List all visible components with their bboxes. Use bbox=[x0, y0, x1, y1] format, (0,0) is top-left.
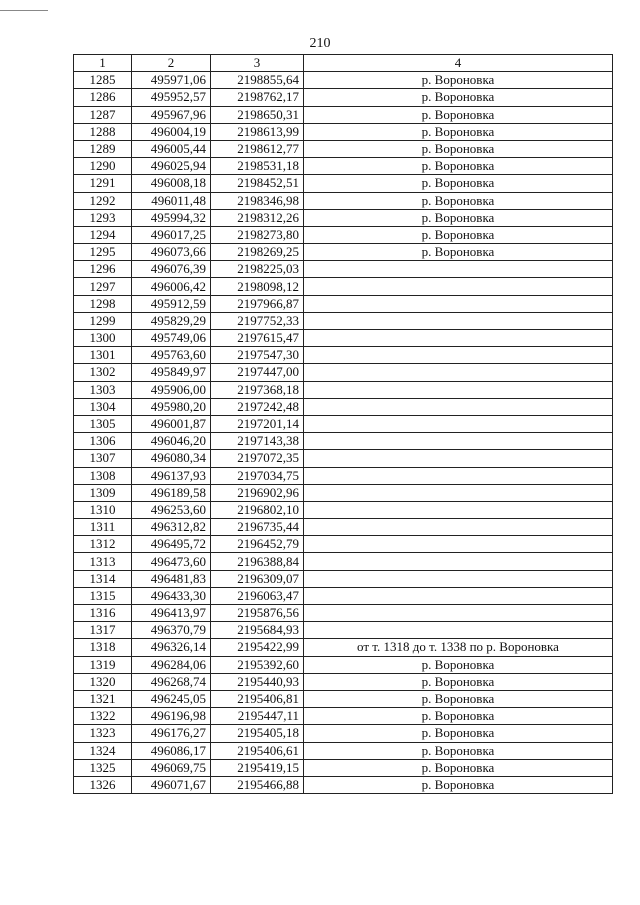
y-coordinate: 2196388,84 bbox=[211, 553, 304, 570]
x-coordinate: 496473,60 bbox=[132, 553, 211, 570]
y-coordinate: 2197547,30 bbox=[211, 347, 304, 364]
table-row bbox=[74, 656, 613, 673]
table-row bbox=[74, 484, 613, 501]
table-row bbox=[74, 415, 613, 432]
table-row bbox=[74, 123, 613, 140]
point-note bbox=[304, 587, 613, 604]
x-coordinate: 496005,44 bbox=[132, 140, 211, 157]
y-coordinate: 2198612,77 bbox=[211, 140, 304, 157]
point-note bbox=[304, 347, 613, 364]
table-row bbox=[74, 501, 613, 518]
y-coordinate: 2196309,07 bbox=[211, 570, 304, 587]
table-row bbox=[74, 433, 613, 450]
point-number: 1294 bbox=[74, 226, 132, 243]
point-number: 1293 bbox=[74, 209, 132, 226]
point-number: 1308 bbox=[74, 467, 132, 484]
x-coordinate: 496245,05 bbox=[132, 690, 211, 707]
point-number: 1287 bbox=[74, 106, 132, 123]
x-coordinate: 496008,18 bbox=[132, 175, 211, 192]
point-number: 1309 bbox=[74, 484, 132, 501]
y-coordinate: 2198225,03 bbox=[211, 261, 304, 278]
table-row bbox=[74, 106, 613, 123]
point-number: 1314 bbox=[74, 570, 132, 587]
point-note bbox=[304, 484, 613, 501]
x-coordinate: 496284,06 bbox=[132, 656, 211, 673]
point-number: 1290 bbox=[74, 158, 132, 175]
point-note: р. Вороновка bbox=[304, 72, 613, 89]
point-number: 1296 bbox=[74, 261, 132, 278]
point-number: 1285 bbox=[74, 72, 132, 89]
point-note bbox=[304, 330, 613, 347]
y-coordinate: 2196063,47 bbox=[211, 587, 304, 604]
table-row bbox=[74, 192, 613, 209]
point-note bbox=[304, 450, 613, 467]
x-coordinate: 496370,79 bbox=[132, 622, 211, 639]
point-note: р. Вороновка bbox=[304, 123, 613, 140]
point-note bbox=[304, 605, 613, 622]
y-coordinate: 2197752,33 bbox=[211, 312, 304, 329]
point-number: 1297 bbox=[74, 278, 132, 295]
y-coordinate: 2198531,18 bbox=[211, 158, 304, 175]
x-coordinate: 496326,14 bbox=[132, 639, 211, 656]
point-note: р. Вороновка bbox=[304, 759, 613, 776]
x-coordinate: 495749,06 bbox=[132, 330, 211, 347]
point-number: 1323 bbox=[74, 725, 132, 742]
x-coordinate: 495906,00 bbox=[132, 381, 211, 398]
point-note bbox=[304, 501, 613, 518]
coordinates-table bbox=[73, 54, 613, 794]
y-coordinate: 2195876,56 bbox=[211, 605, 304, 622]
x-coordinate: 496046,20 bbox=[132, 433, 211, 450]
x-coordinate: 496413,97 bbox=[132, 605, 211, 622]
point-number: 1320 bbox=[74, 673, 132, 690]
point-note: р. Вороновка bbox=[304, 708, 613, 725]
x-coordinate: 496189,58 bbox=[132, 484, 211, 501]
point-note bbox=[304, 415, 613, 432]
x-coordinate: 496025,94 bbox=[132, 158, 211, 175]
point-number: 1300 bbox=[74, 330, 132, 347]
point-note: р. Вороновка bbox=[304, 742, 613, 759]
header-col-3: 3 bbox=[211, 55, 304, 72]
header-col-4: 4 bbox=[304, 55, 613, 72]
point-number: 1302 bbox=[74, 364, 132, 381]
point-number: 1288 bbox=[74, 123, 132, 140]
x-coordinate: 496011,48 bbox=[132, 192, 211, 209]
y-coordinate: 2197368,18 bbox=[211, 381, 304, 398]
y-coordinate: 2197143,38 bbox=[211, 433, 304, 450]
table-row bbox=[74, 244, 613, 261]
y-coordinate: 2198650,31 bbox=[211, 106, 304, 123]
table-row bbox=[74, 759, 613, 776]
x-coordinate: 496080,34 bbox=[132, 450, 211, 467]
point-number: 1295 bbox=[74, 244, 132, 261]
point-number: 1298 bbox=[74, 295, 132, 312]
x-coordinate: 495849,97 bbox=[132, 364, 211, 381]
y-coordinate: 2196735,44 bbox=[211, 519, 304, 536]
y-coordinate: 2198269,25 bbox=[211, 244, 304, 261]
table-row bbox=[74, 312, 613, 329]
table-row bbox=[74, 89, 613, 106]
point-note bbox=[304, 536, 613, 553]
corner-scan-mark bbox=[0, 10, 48, 11]
point-note: р. Вороновка bbox=[304, 725, 613, 742]
table-row bbox=[74, 519, 613, 536]
x-coordinate: 496001,87 bbox=[132, 415, 211, 432]
x-coordinate: 496006,42 bbox=[132, 278, 211, 295]
y-coordinate: 2198762,17 bbox=[211, 89, 304, 106]
point-number: 1301 bbox=[74, 347, 132, 364]
table-row bbox=[74, 605, 613, 622]
table-row bbox=[74, 742, 613, 759]
point-note bbox=[304, 278, 613, 295]
point-note: р. Вороновка bbox=[304, 690, 613, 707]
point-note bbox=[304, 261, 613, 278]
y-coordinate: 2198346,98 bbox=[211, 192, 304, 209]
table-row bbox=[74, 226, 613, 243]
point-number: 1325 bbox=[74, 759, 132, 776]
point-number: 1291 bbox=[74, 175, 132, 192]
table-row bbox=[74, 673, 613, 690]
x-coordinate: 496268,74 bbox=[132, 673, 211, 690]
point-note: р. Вороновка bbox=[304, 656, 613, 673]
point-number: 1321 bbox=[74, 690, 132, 707]
point-number: 1310 bbox=[74, 501, 132, 518]
x-coordinate: 496196,98 bbox=[132, 708, 211, 725]
table-row bbox=[74, 622, 613, 639]
y-coordinate: 2198452,51 bbox=[211, 175, 304, 192]
table-row bbox=[74, 708, 613, 725]
y-coordinate: 2197201,14 bbox=[211, 415, 304, 432]
point-number: 1306 bbox=[74, 433, 132, 450]
point-note: от т. 1318 до т. 1338 по р. Вороновка bbox=[304, 639, 613, 656]
y-coordinate: 2197034,75 bbox=[211, 467, 304, 484]
table-row bbox=[74, 398, 613, 415]
y-coordinate: 2195440,93 bbox=[211, 673, 304, 690]
point-note bbox=[304, 312, 613, 329]
x-coordinate: 496071,67 bbox=[132, 776, 211, 793]
table-row bbox=[74, 209, 613, 226]
header-row bbox=[74, 55, 613, 72]
table-row bbox=[74, 72, 613, 89]
x-coordinate: 496076,39 bbox=[132, 261, 211, 278]
x-coordinate: 496433,30 bbox=[132, 587, 211, 604]
point-number: 1315 bbox=[74, 587, 132, 604]
y-coordinate: 2197072,35 bbox=[211, 450, 304, 467]
page-number: 210 bbox=[309, 36, 331, 51]
y-coordinate: 2195466,88 bbox=[211, 776, 304, 793]
point-note bbox=[304, 570, 613, 587]
table-row bbox=[74, 295, 613, 312]
point-number: 1304 bbox=[74, 398, 132, 415]
y-coordinate: 2197615,47 bbox=[211, 330, 304, 347]
y-coordinate: 2195392,60 bbox=[211, 656, 304, 673]
point-note bbox=[304, 553, 613, 570]
point-number: 1317 bbox=[74, 622, 132, 639]
y-coordinate: 2195684,93 bbox=[211, 622, 304, 639]
point-note bbox=[304, 364, 613, 381]
point-number: 1311 bbox=[74, 519, 132, 536]
table-row bbox=[74, 536, 613, 553]
point-note bbox=[304, 519, 613, 536]
x-coordinate: 496176,27 bbox=[132, 725, 211, 742]
table-row bbox=[74, 330, 613, 347]
x-coordinate: 496481,83 bbox=[132, 570, 211, 587]
y-coordinate: 2195422,99 bbox=[211, 639, 304, 656]
table-row bbox=[74, 570, 613, 587]
point-note bbox=[304, 622, 613, 639]
point-note: р. Вороновка bbox=[304, 244, 613, 261]
point-number: 1286 bbox=[74, 89, 132, 106]
table-row bbox=[74, 140, 613, 157]
x-coordinate: 496086,17 bbox=[132, 742, 211, 759]
y-coordinate: 2195419,15 bbox=[211, 759, 304, 776]
point-note: р. Вороновка bbox=[304, 140, 613, 157]
point-number: 1289 bbox=[74, 140, 132, 157]
y-coordinate: 2195406,81 bbox=[211, 690, 304, 707]
table-row bbox=[74, 381, 613, 398]
x-coordinate: 495912,59 bbox=[132, 295, 211, 312]
table-row bbox=[74, 261, 613, 278]
point-number: 1303 bbox=[74, 381, 132, 398]
y-coordinate: 2197447,00 bbox=[211, 364, 304, 381]
x-coordinate: 496073,66 bbox=[132, 244, 211, 261]
point-note bbox=[304, 398, 613, 415]
table-row bbox=[74, 553, 613, 570]
x-coordinate: 495980,20 bbox=[132, 398, 211, 415]
x-coordinate: 495994,32 bbox=[132, 209, 211, 226]
y-coordinate: 2197966,87 bbox=[211, 295, 304, 312]
y-coordinate: 2196452,79 bbox=[211, 536, 304, 553]
point-note: р. Вороновка bbox=[304, 158, 613, 175]
point-note: р. Вороновка bbox=[304, 776, 613, 793]
y-coordinate: 2195406,61 bbox=[211, 742, 304, 759]
x-coordinate: 495967,96 bbox=[132, 106, 211, 123]
header-col-2: 2 bbox=[132, 55, 211, 72]
point-note bbox=[304, 381, 613, 398]
header-col-1: 1 bbox=[74, 55, 132, 72]
point-note: р. Вороновка bbox=[304, 673, 613, 690]
point-note: р. Вороновка bbox=[304, 175, 613, 192]
x-coordinate: 496069,75 bbox=[132, 759, 211, 776]
y-coordinate: 2196802,10 bbox=[211, 501, 304, 518]
point-number: 1312 bbox=[74, 536, 132, 553]
x-coordinate: 496253,60 bbox=[132, 501, 211, 518]
point-number: 1319 bbox=[74, 656, 132, 673]
table-row bbox=[74, 776, 613, 793]
y-coordinate: 2195447,11 bbox=[211, 708, 304, 725]
point-number: 1305 bbox=[74, 415, 132, 432]
y-coordinate: 2197242,48 bbox=[211, 398, 304, 415]
y-coordinate: 2198312,26 bbox=[211, 209, 304, 226]
point-note: р. Вороновка bbox=[304, 192, 613, 209]
point-note bbox=[304, 433, 613, 450]
point-number: 1313 bbox=[74, 553, 132, 570]
point-note: р. Вороновка bbox=[304, 209, 613, 226]
table-row bbox=[74, 450, 613, 467]
x-coordinate: 495763,60 bbox=[132, 347, 211, 364]
point-number: 1307 bbox=[74, 450, 132, 467]
y-coordinate: 2198273,80 bbox=[211, 226, 304, 243]
point-note: р. Вороновка bbox=[304, 106, 613, 123]
point-number: 1326 bbox=[74, 776, 132, 793]
table-row bbox=[74, 639, 613, 656]
x-coordinate: 495829,29 bbox=[132, 312, 211, 329]
x-coordinate: 495952,57 bbox=[132, 89, 211, 106]
y-coordinate: 2196902,96 bbox=[211, 484, 304, 501]
table-row bbox=[74, 725, 613, 742]
table-row bbox=[74, 175, 613, 192]
table-row bbox=[74, 278, 613, 295]
table-body bbox=[74, 72, 613, 794]
y-coordinate: 2198098,12 bbox=[211, 278, 304, 295]
point-number: 1318 bbox=[74, 639, 132, 656]
table-row bbox=[74, 364, 613, 381]
table-row bbox=[74, 587, 613, 604]
point-note: р. Вороновка bbox=[304, 226, 613, 243]
x-coordinate: 496312,82 bbox=[132, 519, 211, 536]
point-number: 1292 bbox=[74, 192, 132, 209]
y-coordinate: 2198613,99 bbox=[211, 123, 304, 140]
x-coordinate: 495971,06 bbox=[132, 72, 211, 89]
point-number: 1299 bbox=[74, 312, 132, 329]
table-row bbox=[74, 347, 613, 364]
point-note bbox=[304, 467, 613, 484]
x-coordinate: 496137,93 bbox=[132, 467, 211, 484]
table-row bbox=[74, 467, 613, 484]
x-coordinate: 496017,25 bbox=[132, 226, 211, 243]
x-coordinate: 496495,72 bbox=[132, 536, 211, 553]
point-number: 1322 bbox=[74, 708, 132, 725]
y-coordinate: 2195405,18 bbox=[211, 725, 304, 742]
point-note: р. Вороновка bbox=[304, 89, 613, 106]
table-row bbox=[74, 690, 613, 707]
y-coordinate: 2198855,64 bbox=[211, 72, 304, 89]
table-row bbox=[74, 158, 613, 175]
point-number: 1324 bbox=[74, 742, 132, 759]
point-number: 1316 bbox=[74, 605, 132, 622]
point-note bbox=[304, 295, 613, 312]
x-coordinate: 496004,19 bbox=[132, 123, 211, 140]
